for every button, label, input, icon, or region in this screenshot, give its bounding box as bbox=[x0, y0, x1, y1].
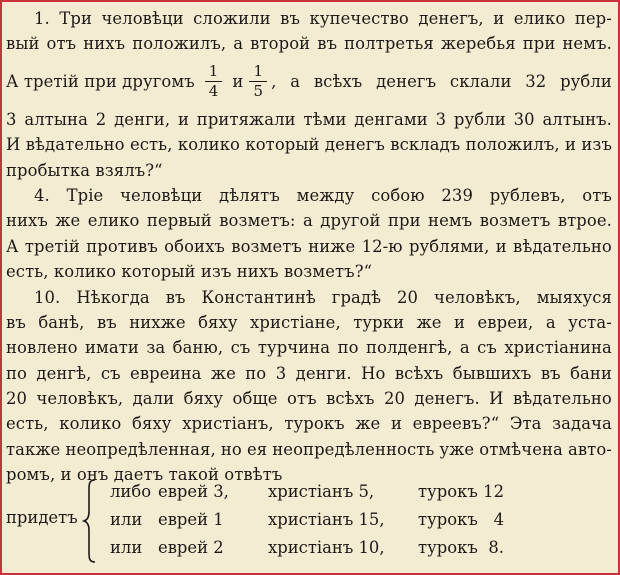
word: 32 bbox=[525, 72, 547, 92]
word: вѣдательно bbox=[512, 389, 612, 409]
word: между bbox=[296, 185, 355, 205]
word: полденгѣ, bbox=[365, 338, 453, 358]
text bbox=[6, 386, 612, 411]
word: уста- bbox=[568, 312, 612, 332]
text bbox=[34, 183, 612, 208]
problem-10-line-1 bbox=[6, 285, 612, 310]
word: нихъ bbox=[6, 211, 48, 231]
answer-conj: или bbox=[110, 538, 143, 557]
word: турки bbox=[353, 312, 405, 332]
word: склали bbox=[449, 72, 512, 92]
answer-block bbox=[6, 478, 606, 568]
word: немъ. bbox=[562, 34, 612, 54]
word: колико bbox=[59, 414, 122, 434]
word: 20 bbox=[397, 287, 419, 307]
answer-turks-value: 4 bbox=[493, 510, 504, 529]
word: И bbox=[6, 135, 21, 155]
word: и bbox=[565, 135, 577, 155]
word: отъ bbox=[46, 34, 77, 54]
word: же bbox=[355, 414, 381, 434]
answer-turks-value: 12 bbox=[483, 482, 504, 501]
word: турчина bbox=[257, 338, 331, 358]
answer-row-1 bbox=[110, 482, 504, 501]
word: евреина bbox=[130, 363, 202, 383]
answer-turks-label: турокъ bbox=[418, 482, 478, 501]
answer-christians: христіанъ 5, bbox=[268, 482, 375, 501]
word: съ bbox=[477, 338, 497, 358]
word: и bbox=[390, 414, 402, 434]
problem-1-line-6 bbox=[6, 158, 612, 183]
word: денегъ. bbox=[414, 389, 480, 409]
word: въ bbox=[540, 363, 561, 383]
word: 1. bbox=[34, 9, 50, 28]
word: 3 bbox=[275, 363, 287, 383]
word: положилъ, bbox=[132, 34, 227, 54]
word: притяжали bbox=[196, 109, 296, 129]
word: колико bbox=[177, 135, 241, 155]
word: новлено bbox=[6, 338, 78, 358]
word: въ bbox=[165, 287, 186, 307]
word: 20 bbox=[383, 389, 406, 409]
word: обоихъ bbox=[164, 236, 225, 256]
text bbox=[6, 208, 612, 233]
word: Но bbox=[361, 363, 386, 383]
word: и bbox=[454, 312, 466, 332]
word: Тріе bbox=[66, 185, 104, 205]
word: немъ bbox=[428, 211, 473, 231]
problem-10-line-2 bbox=[6, 310, 612, 335]
word: въ bbox=[280, 9, 300, 28]
word: возметъ bbox=[231, 236, 302, 256]
word: дали bbox=[132, 389, 175, 409]
word: и bbox=[493, 9, 505, 28]
text bbox=[6, 310, 612, 335]
word: а bbox=[233, 34, 244, 54]
word: по bbox=[6, 363, 27, 383]
word: рубли bbox=[560, 72, 612, 92]
word: также bbox=[6, 439, 61, 459]
word: положилъ, bbox=[465, 135, 560, 155]
word: авто- bbox=[567, 439, 612, 459]
word: бани bbox=[570, 363, 612, 383]
word: христіанина bbox=[504, 338, 612, 358]
text: есть, колико который изъ нихъ возметъ?“ bbox=[6, 262, 373, 282]
word: возметъ bbox=[479, 211, 551, 231]
word: елико bbox=[87, 211, 140, 231]
word: съ bbox=[100, 363, 121, 383]
answer-turks-value: 8. bbox=[488, 538, 504, 557]
answer-turks-label: турокъ bbox=[418, 538, 478, 557]
word: мыяхуся bbox=[536, 287, 612, 307]
answer-jews: еврей 3, bbox=[158, 482, 229, 501]
word: турокъ bbox=[284, 414, 345, 434]
word: жеребья bbox=[440, 34, 516, 54]
word: рубли bbox=[453, 109, 506, 129]
word: тѣми bbox=[303, 109, 347, 129]
word: нихъ bbox=[83, 34, 126, 54]
word: бывшихъ bbox=[452, 363, 532, 383]
word: 20 bbox=[6, 389, 28, 409]
word: Три bbox=[59, 9, 92, 28]
word: вѣдательно bbox=[25, 135, 125, 155]
word: всѣхъ bbox=[313, 72, 363, 92]
word: и bbox=[177, 109, 189, 129]
answer-row-2 bbox=[110, 510, 504, 529]
word: вый bbox=[6, 34, 40, 54]
answer-jews: еврей 2 bbox=[158, 538, 224, 557]
word: ея bbox=[246, 439, 268, 459]
word: денегъ bbox=[324, 135, 385, 155]
word: а bbox=[545, 312, 556, 332]
fraction-numerator: 1 bbox=[208, 62, 219, 81]
word: рублями, bbox=[408, 236, 490, 256]
word: евреи, bbox=[477, 312, 534, 332]
text bbox=[6, 437, 612, 462]
word: человѣкъ, bbox=[434, 287, 521, 307]
word: по bbox=[245, 363, 267, 383]
word: съ bbox=[230, 338, 251, 358]
word: денги. bbox=[295, 363, 352, 383]
word: второй bbox=[250, 34, 311, 54]
text bbox=[6, 335, 612, 360]
fraction-one-quarter bbox=[205, 62, 223, 101]
word: а bbox=[459, 338, 470, 358]
word: возметъ: bbox=[219, 211, 296, 231]
word: купечество bbox=[309, 9, 409, 28]
problem-4-line-1 bbox=[6, 183, 612, 208]
problem-1-line-3 bbox=[6, 57, 612, 107]
problem-10-line-5 bbox=[6, 386, 612, 411]
word: неопредѣленная, bbox=[65, 439, 216, 459]
text bbox=[34, 6, 612, 31]
document-page bbox=[6, 6, 612, 488]
word: нихже bbox=[129, 312, 186, 332]
word: 30 bbox=[513, 109, 535, 129]
word: евреевъ?“ bbox=[412, 414, 500, 434]
problem-4-line-2 bbox=[6, 208, 612, 233]
text bbox=[6, 361, 612, 386]
fraction-denominator: 4 bbox=[208, 82, 219, 101]
problem-1-line-4 bbox=[6, 107, 612, 132]
word: вѣдательно bbox=[513, 236, 612, 256]
fraction-one-fifth bbox=[249, 62, 267, 101]
word: дѣлятъ bbox=[219, 185, 280, 205]
fraction-denominator: 5 bbox=[253, 82, 264, 101]
word: третій bbox=[24, 236, 80, 256]
word: есть, bbox=[6, 414, 49, 434]
word: изъ bbox=[581, 135, 612, 155]
problem-4-line-3 bbox=[6, 234, 612, 259]
word: втрое. bbox=[557, 211, 612, 231]
answer-row-3 bbox=[110, 538, 504, 557]
word: обще bbox=[232, 389, 278, 409]
word: по bbox=[337, 338, 359, 358]
word: градѣ bbox=[331, 287, 382, 307]
word: Константинѣ bbox=[201, 287, 316, 307]
answer-lead: придетъ bbox=[6, 508, 78, 527]
text bbox=[6, 411, 612, 436]
word: же bbox=[210, 363, 236, 383]
text: А третій при другомъ bbox=[6, 72, 195, 92]
answer-conj: либо bbox=[110, 482, 152, 501]
text: и bbox=[232, 72, 244, 92]
word: И bbox=[489, 389, 504, 409]
word: при bbox=[522, 34, 556, 54]
word: Эта bbox=[509, 414, 542, 434]
answer-christians: христіанъ 15, bbox=[268, 510, 385, 529]
word: есть, bbox=[129, 135, 173, 155]
word: , bbox=[271, 72, 277, 92]
word: денегъ, bbox=[418, 9, 484, 28]
answer-conj: или bbox=[110, 510, 143, 529]
word: 2 bbox=[95, 109, 107, 129]
word: и bbox=[495, 236, 507, 256]
word: ниже bbox=[308, 236, 356, 256]
word: христіанъ, bbox=[182, 414, 274, 434]
text bbox=[6, 31, 612, 56]
word: бяху bbox=[183, 389, 224, 409]
word: въ bbox=[6, 312, 26, 332]
word: 239 bbox=[441, 185, 473, 205]
word: въ bbox=[317, 34, 338, 54]
word: пер- bbox=[574, 9, 612, 28]
word: 3 bbox=[435, 109, 447, 129]
answer-turks-label: турокъ bbox=[418, 510, 478, 529]
word: а bbox=[290, 72, 301, 92]
word: рублевъ, bbox=[489, 185, 566, 205]
word: денгами bbox=[354, 109, 428, 129]
word: человѣци bbox=[101, 9, 184, 28]
text: пробытка взялъ?“ bbox=[6, 160, 163, 180]
word: Нѣкогда bbox=[76, 287, 150, 307]
text bbox=[34, 285, 612, 310]
word: противъ bbox=[86, 236, 158, 256]
word: имати bbox=[85, 338, 139, 358]
word: но bbox=[220, 439, 242, 459]
word: отъ bbox=[582, 185, 612, 205]
word: человѣкъ, bbox=[36, 389, 124, 409]
word: сложили bbox=[193, 9, 271, 28]
problem-10-line-3 bbox=[6, 335, 612, 360]
word: отмѣчена bbox=[479, 439, 563, 459]
word: же bbox=[55, 211, 81, 231]
word: денегъ bbox=[376, 72, 437, 92]
answer-christians: христіанъ 10, bbox=[268, 538, 385, 557]
word: банѣ, bbox=[38, 312, 85, 332]
word: въ bbox=[96, 312, 117, 332]
word: человѣци bbox=[120, 185, 203, 205]
text bbox=[6, 107, 612, 132]
word: бяху bbox=[132, 414, 172, 434]
word: 10. bbox=[34, 287, 61, 307]
problem-1-line-5 bbox=[6, 132, 612, 157]
problem-10-line-6 bbox=[6, 411, 612, 436]
word: же bbox=[416, 312, 442, 332]
word: а bbox=[302, 211, 313, 231]
text: ромъ, и онъ даетъ такой отвѣтъ bbox=[6, 465, 283, 485]
word: баню, bbox=[172, 338, 224, 358]
word: первый bbox=[146, 211, 212, 231]
word: собою bbox=[371, 185, 425, 205]
word: елико bbox=[513, 9, 566, 28]
word: А bbox=[6, 236, 19, 256]
word: бяху bbox=[198, 312, 238, 332]
problem-4-line-4 bbox=[6, 259, 612, 284]
word: денгѣ, bbox=[36, 363, 92, 383]
word: вскладъ bbox=[390, 135, 461, 155]
curly-brace-icon bbox=[82, 478, 98, 564]
word: алтына bbox=[24, 109, 88, 129]
word: задача bbox=[552, 414, 612, 434]
fraction-numerator: 1 bbox=[253, 62, 264, 81]
word: неопредѣленность bbox=[272, 439, 435, 459]
text bbox=[6, 234, 612, 259]
word: алтынъ. bbox=[542, 109, 612, 129]
problem-10-line-7 bbox=[6, 437, 612, 462]
word: 12-ю bbox=[361, 236, 403, 256]
text bbox=[271, 69, 612, 94]
word: отъ bbox=[287, 389, 317, 409]
word: уже bbox=[439, 439, 475, 459]
word: всѣхъ bbox=[326, 389, 375, 409]
problem-1-line-2 bbox=[6, 31, 612, 56]
problem-10-line-4 bbox=[6, 361, 612, 386]
word: христіане, bbox=[250, 312, 341, 332]
word: всѣхъ bbox=[394, 363, 444, 383]
word: 4. bbox=[34, 185, 50, 205]
word: полтретья bbox=[344, 34, 434, 54]
problem-1-line-1 bbox=[6, 6, 612, 31]
answer-jews: еврей 1 bbox=[158, 510, 224, 529]
word: 3 bbox=[6, 109, 17, 129]
word: при bbox=[387, 211, 421, 231]
word: денги, bbox=[114, 109, 171, 129]
word: другой bbox=[320, 211, 381, 231]
word: который bbox=[245, 135, 320, 155]
text bbox=[6, 132, 612, 157]
word: за bbox=[146, 338, 166, 358]
